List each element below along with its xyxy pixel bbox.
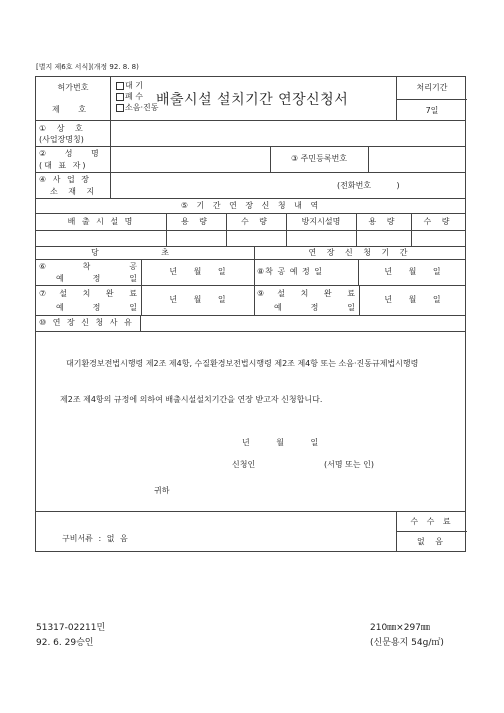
- recipient-label: 귀하: [154, 486, 170, 495]
- footer-approval: 92. 6. 29승인: [36, 638, 94, 648]
- extension-completion-sub: 예 정 일: [274, 303, 355, 312]
- checkbox-icon: [116, 82, 124, 90]
- construction-start-row: [36, 259, 466, 286]
- extension-header: 연 장 신 청 기 간: [308, 248, 412, 257]
- business-name-sub: (사업장명칭): [39, 135, 84, 144]
- fee-value: 없 음: [417, 537, 447, 546]
- facility-header-name: 배 출 시 설 명: [36, 213, 167, 230]
- original-completion-sub: 예 정 일: [56, 303, 137, 312]
- original-header: 당 초: [36, 246, 255, 259]
- facility-data-row[interactable]: [36, 230, 466, 247]
- extension-completion-date[interactable]: 년 월 일: [384, 295, 441, 304]
- resident-number-label: ③ 주민등록번호: [270, 146, 369, 173]
- business-name-field[interactable]: [110, 121, 466, 147]
- statement-text-1: 대기환경보전법시행령 제2조 제4항, 수질환경보전법시행령 제2조 제4항 또는 소음·진동규제법시행령: [66, 359, 419, 368]
- footer-code: 51317-02211민: [36, 623, 106, 633]
- facility-header-quantity2: 수 량: [423, 217, 454, 226]
- footer-paper-size: 210㎜×297㎜: [370, 623, 430, 633]
- facility-header-capacity2: 용 량: [356, 213, 412, 230]
- original-start-date[interactable]: 년 월 일: [141, 259, 255, 285]
- original-start-sub: 예 정 일: [56, 274, 137, 283]
- required-documents: 구비서류 : 없 음: [62, 534, 128, 543]
- category-checkboxes: [116, 80, 158, 113]
- extension-reason-row: [36, 315, 466, 332]
- representative-label: ② 성 명: [39, 149, 107, 158]
- form-body: [35, 120, 466, 512]
- facility-header-row: [36, 213, 466, 231]
- resident-number-field[interactable]: [368, 146, 466, 173]
- extension-reason-field[interactable]: [141, 315, 466, 331]
- business-name-label: ① 상 호: [39, 124, 87, 133]
- address-label-cell: [36, 172, 111, 199]
- statement-text-2: 제2조 제4항의 규정에 의하여 배출시설설치기간을 연장 받고자 신청합니다.: [60, 395, 323, 404]
- form-title: 배출시설 설치기간 연장신청서: [156, 92, 349, 108]
- applicant-sign[interactable]: (서명 또는 인): [324, 460, 374, 469]
- checkbox-wastewater[interactable]: 폐 수: [116, 91, 158, 102]
- permit-number-cell: [36, 77, 111, 121]
- form-header: [별지 제6호 서식](개정 92. 8. 8): [36, 63, 139, 71]
- applicant-label: 신청인: [232, 460, 256, 469]
- checkbox-icon: [116, 104, 124, 112]
- extension-start-label: ⑧착 공 예 정 일: [254, 259, 359, 285]
- representative-label-cell: [36, 146, 111, 173]
- permit-number-label: 허가번호: [57, 83, 89, 92]
- extension-completion-label: ⑨설 치 완 료: [257, 289, 355, 298]
- permit-number-sub: 제 호: [52, 105, 94, 114]
- checkbox-noise[interactable]: 소음·진동: [116, 102, 158, 113]
- documents-fee-block: [35, 511, 466, 552]
- original-completion-date[interactable]: 년 월 일: [141, 285, 255, 315]
- fee-cell: [396, 512, 467, 552]
- facility-header-quantity: 수 량: [226, 213, 287, 230]
- installation-completion-row: [36, 285, 466, 316]
- checkbox-icon: [116, 93, 124, 101]
- representative-field[interactable]: [110, 146, 271, 173]
- period-header-row: [36, 246, 466, 260]
- extension-reason-label: ⑩ 연 장 신 청 사 유: [36, 315, 141, 331]
- address-sub: 소 재 지: [50, 187, 99, 196]
- facility-header-capacity: 용 량: [166, 213, 227, 230]
- section-extension-details: ⑤ 기 간 연 장 신 청 내 역: [36, 198, 466, 214]
- footer-paper-type: (신문용지 54g/㎡): [370, 638, 444, 648]
- address-label: ④ 사 업 장: [39, 175, 91, 184]
- facility-header-prevention: 방지시설명: [286, 213, 357, 230]
- fee-label: 수 수 료: [397, 512, 467, 532]
- processing-period-value: 7일: [425, 106, 439, 115]
- processing-period-cell: [396, 77, 467, 121]
- phone-label: (전화번호 ): [337, 181, 400, 190]
- original-completion-label: ⑦설 치 완 료: [39, 289, 137, 298]
- sign-date[interactable]: 년 월 일: [242, 438, 319, 447]
- representative-sub: (대 표 자): [39, 161, 88, 170]
- business-name-label-cell: [36, 121, 111, 147]
- address-field[interactable]: [110, 172, 466, 199]
- checkbox-air[interactable]: 대 기: [116, 80, 158, 91]
- form-title-block: [35, 76, 466, 121]
- original-start-label: ⑥착 공: [39, 262, 137, 271]
- extension-start-date[interactable]: 년 월 일: [384, 267, 441, 276]
- processing-period-label: 처리기간: [397, 77, 467, 100]
